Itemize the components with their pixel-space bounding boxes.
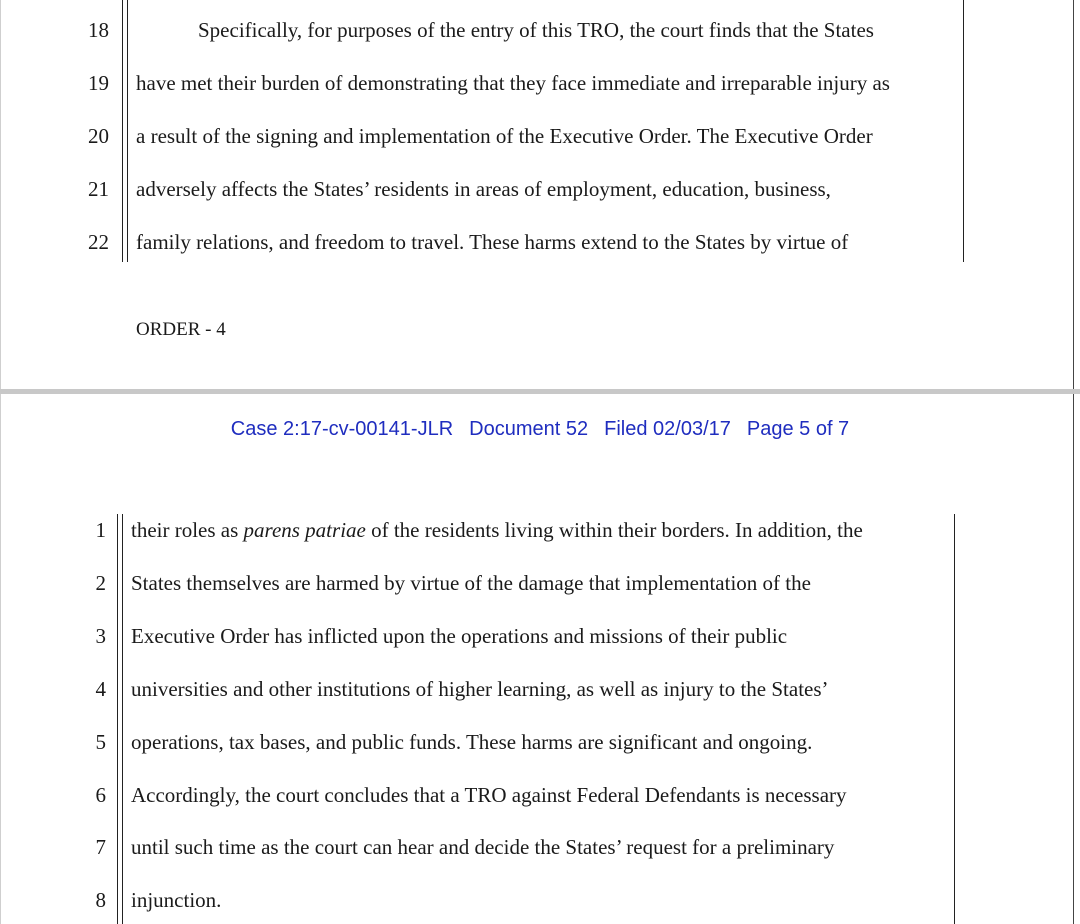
- page-right-edge: [1073, 394, 1074, 924]
- margin-rule-right: [954, 514, 955, 924]
- text-line: their roles as parens patriae of the residents living within their borders. In addition, the: [131, 518, 863, 542]
- text-line: universities and other institutions of higher learning, as well as injury to the States’: [131, 677, 829, 701]
- margin-rule-left-inner: [122, 514, 123, 924]
- line-number: 4: [95, 677, 106, 701]
- margin-rule-left-outer: [122, 0, 123, 262]
- margin-rule-left-outer: [117, 514, 118, 924]
- line-number: 8: [95, 888, 106, 912]
- text-line: Accordingly, the court concludes that a TRO against Federal Defendants is necessary: [131, 783, 847, 807]
- margin-rule-left-inner: [127, 0, 128, 262]
- text-line: until such time as the court can hear and decide the States’ request for a preliminary: [131, 835, 835, 859]
- line-number: 2: [95, 571, 106, 595]
- line-number: 3: [95, 624, 106, 648]
- latin-term: parens patriae: [243, 518, 366, 542]
- filed-date: Filed 02/03/17: [604, 418, 731, 440]
- line-number: 6: [95, 783, 106, 807]
- page-count: Page 5 of 7: [746, 418, 850, 440]
- line-number: 21: [88, 177, 109, 201]
- line-number: 1: [95, 518, 106, 542]
- text-line: Specifically, for purposes of the entry of this TRO, the court finds that the States: [198, 18, 874, 42]
- text-line: have met their burden of demonstrating that they face immediate and irreparable injury as: [136, 71, 890, 95]
- page-5-fragment: [0, 394, 1080, 924]
- line-number: 20: [88, 124, 109, 148]
- text-line: Executive Order has inflicted upon the operations and missions of their public: [131, 624, 788, 648]
- text-line: States themselves are harmed by virtue of the damage that implementation of the: [131, 571, 811, 595]
- line-number: 22: [88, 230, 109, 254]
- page-right-edge: [1073, 0, 1074, 389]
- line-number: 5: [95, 730, 106, 754]
- text-line: a result of the signing and implementation of the Executive Order. The Executive Order: [136, 124, 873, 148]
- text-line: operations, tax bases, and public funds. These harms are significant and ongoing.: [131, 730, 813, 754]
- line-number: 7: [95, 835, 106, 859]
- page-4-fragment: [0, 0, 1080, 389]
- text-line: family relations, and freedom to travel. These harms extend to the States by virtue of: [136, 230, 849, 254]
- case-number: Case 2:17-cv-00141-JLR: [230, 418, 454, 440]
- document-number: Document 52: [469, 418, 589, 440]
- text-line: injunction.: [131, 888, 222, 912]
- line-number: 19: [88, 71, 109, 95]
- text-line: adversely affects the States’ residents in areas of employment, education, business,: [136, 177, 831, 201]
- page-left-edge: [0, 394, 1, 924]
- margin-rule-right: [963, 0, 964, 262]
- page-left-edge: [0, 0, 1, 389]
- ecf-header: [0, 418, 1080, 441]
- page-footer: ORDER - 4: [136, 319, 226, 340]
- line-number: 18: [88, 18, 109, 42]
